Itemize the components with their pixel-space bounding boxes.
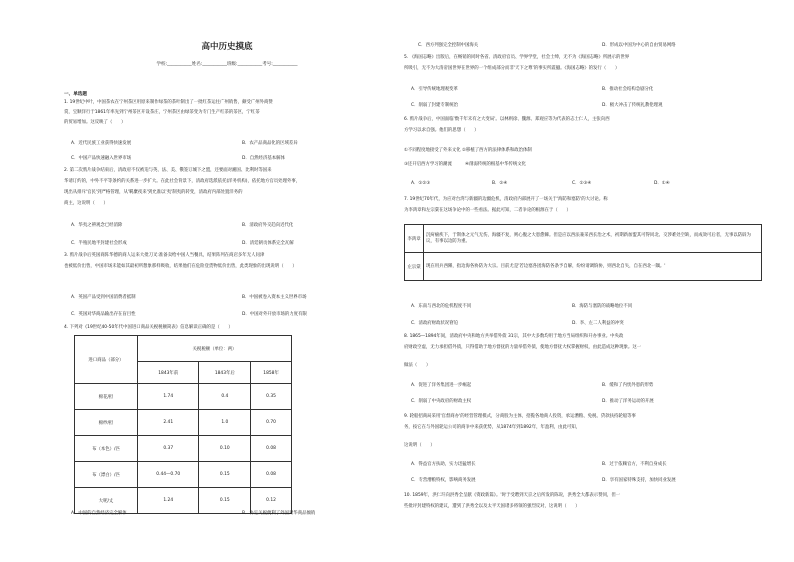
q8-option-a[interactable]: A．促进了洋务集团进一步崛起 bbox=[411, 383, 472, 388]
q2-line-3: 现出从排斥'官民'到严格管理，从'羁縻夜来'到允准以'夷'制夷的转变，清政府内部处置洋务的 bbox=[64, 190, 243, 195]
table-row bbox=[75, 384, 292, 410]
exam-title: 高中历史摸底 bbox=[201, 42, 253, 52]
q2-option-b[interactable]: B．清政府外交趋向近代化 bbox=[242, 223, 294, 228]
q10-line-1: 10. 1859年，洪仁玕向洪秀全呈献《资政新篇》。'时于受聘到天京之后所发的陈说，洪秀全大都表示赞同，但一 bbox=[404, 493, 621, 498]
q4-option-b[interactable]: B．协定关税便利了外国对华商品倾销 bbox=[242, 511, 316, 516]
q9-option-c[interactable]: C．专营漕粮特权，影响商务发展 bbox=[411, 478, 476, 483]
q9-option-d[interactable]: D．享有国家特殊支持，加快同业发展 bbox=[602, 478, 676, 483]
q8-line-1: 8. 1865—1894年间，清政府中央和地方共举借外债 31宗，其中大多数均用于地方当局组织和开办事业。中央政 bbox=[404, 334, 624, 339]
table-cell: 0.70 bbox=[251, 410, 292, 436]
q8-line-3: 做法（ ） bbox=[404, 363, 431, 368]
q7-option-b[interactable]: B．海防与塞防的战略地位不同 bbox=[572, 304, 633, 309]
q1-line-1: 1. 19世纪中叶，中国茶农在宁州茶区用原来制作绿茶的茶叶制出了一批红茶运往广州销售，颇受广州外商赞 bbox=[64, 100, 273, 105]
q1-line-3: 的贸易增加。这反映了（ ） bbox=[64, 120, 126, 125]
q1-option-a[interactable]: A．近代民族工业获得快速发展 bbox=[71, 141, 132, 146]
q1-option-c[interactable]: C．中国产品快速融入世界市场 bbox=[71, 156, 132, 161]
q1-option-b[interactable]: B．农产品商品化的区域差异 bbox=[242, 141, 298, 146]
section-heading: 一、单选题 bbox=[64, 92, 87, 97]
q5-option-c[interactable]: C．削弱了封建专制统治 bbox=[411, 103, 458, 108]
q6-option-d[interactable]: D．①④ bbox=[654, 181, 670, 186]
q2-option-a[interactable]: A．华夷之辨观念已经消除 bbox=[71, 223, 123, 228]
q5-option-b[interactable]: B．推动社会结构急剧分化 bbox=[602, 87, 654, 92]
table-cell: 0.08 bbox=[251, 436, 292, 462]
q2-line-2: 华请订约的，中外不平等条约的关系进一步扩大。在此社会背景下，清政府选派依托(洋务机构)，依托地方官员处理外事， bbox=[64, 179, 301, 184]
q9-line-1: 9. 轮船招商局采用'官督商办'的经营管理模式，分商股为主体，招揽各地商人投资，承运漕粮、免税、贷款扶持轮船等事 bbox=[404, 414, 636, 419]
table-cell: 0.4 bbox=[199, 384, 251, 410]
tariff-table bbox=[74, 335, 292, 514]
table-row bbox=[405, 253, 762, 281]
table-year: 1843年前 bbox=[138, 362, 199, 384]
quote-table bbox=[404, 224, 762, 281]
q2-option-c[interactable]: C．半殖民地半封建社会形成 bbox=[71, 241, 127, 246]
table-cell: 1.0 bbox=[199, 410, 251, 436]
table-head-group: 关税税额（单位：两） bbox=[138, 336, 292, 362]
speaker-cell: 左宗棠 bbox=[405, 253, 424, 281]
q3-option-a[interactable]: A．英国产品受到中国消费者抵制 bbox=[71, 295, 136, 300]
q8-line-2: 府财政空虚，无力承担借外债，只得借助于地方督抚的力量举借外债，使地方督抚大权掌握财权，由此造成这种现象。这一 bbox=[404, 345, 642, 350]
student-info-line: 学校:___________姓名:___________班级:___________考号:___________ bbox=[156, 62, 298, 67]
q6-option-c[interactable]: C．①③④ bbox=[572, 181, 592, 186]
q6-option-b[interactable]: B．②④ bbox=[492, 181, 508, 186]
q9-line-2: 务，按它在与外国轮运公司的商争中来获优势，从1874年到1892年，年盈利，由此可知， bbox=[404, 425, 581, 430]
q2-line-1: 2. 第二次鸦片战争结束后，清政府不仅被迫与英、法、美、俄签订城下之盟，还要面对湘国、比利时等国来 bbox=[64, 168, 272, 173]
q4-option-c[interactable]: C．西方列强完全控制中国海关 bbox=[418, 43, 479, 48]
q3-line-2: 也被低价出售，中国市场未能如其最初所想象那样吸收，结果他们在危险登货物低价出售，此类现象的出现说明（ ） bbox=[64, 264, 297, 269]
quote-cell: 沉疴痼疾下，于斯体之元气无伤，海疆不复，则心腹之大患愈棘。但是应以西法兼采西长治之术，初期新加盟其可得同北、交涉难处空缺，而成效可后者，无事以防辟为议，有事以边防为重。 bbox=[424, 225, 762, 253]
table-cell: 0.12 bbox=[251, 488, 292, 514]
q3-option-c[interactable]: C．英国对华商品输出存在盲目性 bbox=[71, 312, 136, 317]
q4-option-d[interactable]: D．形成以中国为中心的自由贸易网络 bbox=[602, 43, 676, 48]
q6-item-2: ③还开启西方学习的潮流 ④削弱传统的根基中华传统文化 bbox=[404, 162, 527, 167]
q6-line-1: 6. 鸦片战争后，中国面临'数千年未有之大变局'。以林则徐、魏源、郑观应等为代表的志士仁人，主张向西 bbox=[404, 117, 610, 122]
table-row bbox=[75, 410, 292, 436]
q8-option-b[interactable]: B．缓和了内忧外患的形势 bbox=[602, 383, 654, 388]
q8-option-d[interactable]: D．推动了洋务运动的开展 bbox=[602, 399, 654, 404]
q7-option-d[interactable]: D．李、左二人利益的冲突 bbox=[572, 321, 624, 326]
right-column bbox=[404, 0, 764, 562]
table-cell: 棉纱/担 bbox=[75, 410, 138, 436]
table-year: 1843年后 bbox=[199, 362, 251, 384]
q10-line-2: 些批评封建特权的建议，遭到了洪秀全以及太平天国诸多将领的强烈反对，这说明（ ） bbox=[404, 504, 580, 509]
q7-option-c[interactable]: C．清政府财政状况窘迫 bbox=[411, 321, 458, 326]
q2-option-d[interactable]: D．清廷朝贡体系完全瓦解 bbox=[242, 241, 294, 246]
q7-line-1: 7. 19世纪70年代，为应对台湾与新疆的边疆危机，清政府内部展开了一场关于'海防和塞防'的大讨论。称 bbox=[404, 197, 608, 202]
q3-option-b[interactable]: B．中国被卷入资本主义世界市场 bbox=[242, 295, 307, 300]
q5-option-d[interactable]: D．极大冲击了传统礼教伦理观 bbox=[602, 103, 663, 108]
table-cell: 大呢/丈 bbox=[75, 488, 138, 514]
q3-option-d[interactable]: D．中国对外开放市场的力度有限 bbox=[242, 312, 307, 317]
table-cell: 0.15 bbox=[199, 488, 251, 514]
table-cell: 布（漂白）/匹 bbox=[75, 462, 138, 488]
q6-option-a[interactable]: A．①②③ bbox=[411, 181, 431, 186]
table-cell: 0.08 bbox=[251, 462, 292, 488]
table-cell: 0.15 bbox=[199, 462, 251, 488]
table-cell: 1.24 bbox=[138, 488, 199, 514]
table-cell: 1.74 bbox=[138, 384, 199, 410]
q3-line-1: 3. 鸦片战争后英国商阵华德的商人运来大批刀叉:准备卖给中国人当餐具，结果阵列在商店多年无人问津 bbox=[64, 253, 265, 258]
q7-option-a[interactable]: A．东南与西北的危机程度不同 bbox=[411, 304, 472, 309]
q9-option-b[interactable]: B．过于依赖官方，不利自身成长 bbox=[602, 462, 667, 467]
table-row bbox=[75, 462, 292, 488]
q6-item-1: ①不同程度地接受了外来文化 ②移植了西方的法律体系和政治体制 bbox=[404, 148, 532, 153]
q6-line-2: 方学习以求自强。他们的思想（ ） bbox=[404, 128, 479, 133]
table-year: 1858年 bbox=[251, 362, 292, 384]
q8-option-c[interactable]: C．削弱了中央政府的财政主权 bbox=[411, 399, 472, 404]
table-cell: 0.10 bbox=[199, 436, 251, 462]
quote-cell: 现在用兵西陲，指边海各协防为大宗。目前尤是'若边塞各团海防各条予自解，纷纷请调饷协，则西北自失，自在西北一隅。' bbox=[424, 253, 762, 281]
q9-option-a[interactable]: A．得益官方扶助，实力迅猛增长 bbox=[411, 462, 476, 467]
q4-option-a[interactable]: A．中国的自然经济完全解体 bbox=[71, 511, 127, 516]
q1-option-d[interactable]: D．自然经济基本解体 bbox=[242, 156, 285, 161]
q4-question: 4. 下列对《19世纪40-50年代中国进口商品关税税额简表》信息解读正确的是（ ） bbox=[64, 325, 233, 330]
table-cell: 0.37 bbox=[138, 436, 199, 462]
speaker-cell: 李鸿章 bbox=[405, 225, 424, 253]
table-row bbox=[405, 225, 762, 253]
table-cell: 0.44—0.70 bbox=[138, 462, 199, 488]
table-row bbox=[75, 436, 292, 462]
q5-line-2: 所吸引，无不为大清帝国世界在世界的一个组成部分而非'天下之尊'的事实所震撼。《海国志略》的发行（ ） bbox=[404, 66, 620, 71]
left-column bbox=[64, 0, 390, 562]
q5-line-1: 5. 《海国志略》出版后，在畅销的同时各省、清政府官员、学界学堂，社会士绅，无不为《海国志略》所展示的世界 bbox=[404, 55, 630, 60]
q9-line-3: 这说明（ ） bbox=[404, 443, 435, 448]
table-cell: 0.35 bbox=[251, 384, 292, 410]
table-cell: 2.41 bbox=[138, 410, 199, 436]
table-cell: 棉花/担 bbox=[75, 384, 138, 410]
table-cell: 布（本色）/匹 bbox=[75, 436, 138, 462]
q5-option-a[interactable]: A．引导传统地理观变革 bbox=[411, 87, 458, 92]
q1-line-2: 赏，宝顺洋行于1861年率先到宁州茶区开设茶庄，宁州茶区由绿茶变为专门生产红茶的茶区，宁红茶 bbox=[64, 110, 260, 115]
q7-line-2: 为李鸿章和左宗棠在这场争论中的一些看法。据此可知，二者争论的根源在于（ ） bbox=[404, 208, 571, 213]
table-head-item: 进口商品（部分） bbox=[75, 336, 138, 384]
q2-line-4: 商主，这说明（ ） bbox=[64, 201, 108, 206]
